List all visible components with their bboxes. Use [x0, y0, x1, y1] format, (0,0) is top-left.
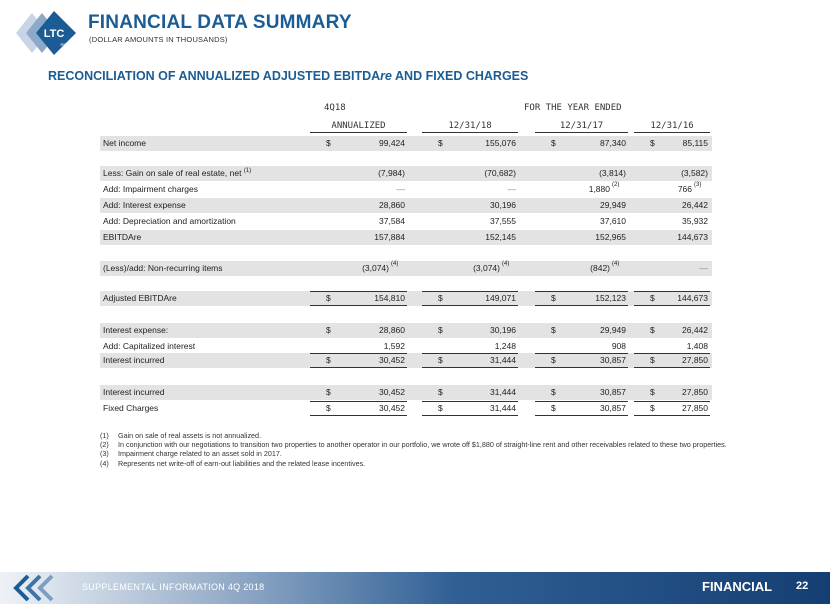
- footnote: [100, 431, 740, 440]
- dollar-sign: $: [326, 138, 331, 148]
- dollar-sign: $: [326, 293, 331, 303]
- dollar-sign: $: [551, 403, 556, 413]
- row-label: Add: Impairment charges: [103, 184, 198, 194]
- svg-text:LTC: LTC: [43, 28, 65, 40]
- page-subtitle: (DOLLAR AMOUNTS IN THOUSANDS): [89, 35, 228, 44]
- row-label: Interest expense:: [103, 325, 169, 335]
- cell-value: 30,452: [379, 355, 405, 365]
- row-label: Add: Depreciation and amortization: [103, 216, 236, 226]
- table-row: [100, 339, 712, 354]
- dollar-sign: $: [650, 403, 655, 413]
- dollar-sign: $: [650, 355, 655, 365]
- cell-value: (842): [590, 263, 610, 273]
- row-label: Fixed Charges: [103, 403, 159, 413]
- table-row: [100, 214, 712, 229]
- cell-value: 766: [677, 184, 692, 194]
- cell-value: (3,074): [473, 263, 500, 273]
- table-row: [100, 291, 712, 306]
- cell-value: 26,442: [682, 200, 708, 210]
- footnote: [100, 449, 740, 458]
- cell-value: 152,965: [595, 232, 626, 242]
- table-row: [100, 401, 712, 416]
- cell-value: 27,850: [682, 387, 708, 397]
- cell-value: 152,145: [485, 232, 516, 242]
- footnote-ref: (1): [243, 168, 252, 174]
- cell-value: 87,340: [600, 138, 626, 148]
- column-header: 12/31/16: [634, 118, 710, 133]
- column-header: 12/31/17: [535, 118, 628, 133]
- cell-value: 27,850: [682, 355, 708, 365]
- cell-value: 30,857: [600, 355, 626, 365]
- dollar-sign: $: [438, 403, 443, 413]
- cell-value: (70,682): [484, 168, 516, 178]
- footnote-number: (4): [100, 458, 109, 468]
- table-row: [100, 230, 712, 245]
- footnote: [100, 459, 740, 468]
- cell-value: 99,424: [379, 138, 405, 148]
- footnote-text: Gain on sale of real assets is not annualized.: [118, 431, 262, 440]
- cell-value: 1,248: [494, 341, 516, 351]
- cell-value: 1,408: [686, 341, 708, 351]
- cell-value: —: [699, 263, 708, 273]
- dollar-sign: $: [438, 138, 443, 148]
- cell-value: 31,444: [490, 387, 516, 397]
- footnote-text: Impairment charge related to an asset sold in 2017.: [118, 449, 282, 459]
- footer-section: FINANCIAL: [702, 579, 773, 594]
- row-label: EBITDAre: [103, 232, 142, 242]
- ltc-logo: [10, 8, 84, 58]
- footnote-number: (1): [100, 431, 109, 440]
- cell-value: (7,984): [378, 168, 405, 178]
- page-number: 22: [796, 580, 809, 592]
- footnotes: [100, 431, 740, 468]
- cell-value: 157,884: [374, 232, 405, 242]
- footnote-ref: (3): [694, 182, 702, 188]
- footnote-number: (2): [100, 440, 109, 450]
- cell-value: 144,673: [677, 293, 708, 303]
- cell-value: 26,442: [682, 325, 708, 335]
- dollar-sign: $: [650, 325, 655, 335]
- dollar-sign: $: [551, 138, 556, 148]
- row-label: Interest incurred: [103, 355, 165, 365]
- cell-value: 37,584: [379, 216, 405, 226]
- cell-value: 30,452: [379, 387, 405, 397]
- cell-value: 155,076: [485, 138, 516, 148]
- column-header: ANNUALIZED: [310, 118, 407, 133]
- dollar-sign: $: [551, 293, 556, 303]
- cell-value: 29,949: [600, 325, 626, 335]
- cell-value: 29,949: [600, 200, 626, 210]
- cell-value: 35,932: [682, 216, 708, 226]
- cell-value: 30,196: [490, 325, 516, 335]
- cell-value: 30,857: [600, 387, 626, 397]
- dollar-sign: $: [650, 138, 655, 148]
- header-year-ended: FOR THE YEAR ENDED: [524, 103, 622, 113]
- cell-value: 1,592: [383, 341, 405, 351]
- footer-label: SUPPLEMENTAL INFORMATION 4Q 2018: [82, 582, 265, 592]
- cell-value: 30,857: [600, 403, 626, 413]
- table-row: [100, 385, 712, 400]
- table-row: [100, 182, 712, 197]
- dollar-sign: $: [551, 355, 556, 365]
- cell-value: 144,673: [677, 232, 708, 242]
- cell-value: (3,582): [681, 168, 708, 178]
- cell-value: 30,196: [490, 200, 516, 210]
- row-label: Add: Interest expense: [103, 200, 186, 210]
- table-row: [100, 261, 712, 276]
- row-label: Less: Gain on sale of real estate, net $^{(1)}$: [103, 168, 252, 178]
- dollar-sign: $: [438, 325, 443, 335]
- cell-value: 1,880: [588, 184, 610, 194]
- section-title: RECONCILIATION OF ANNUALIZED ADJUSTED EBITDAre AND FIXED CHARGES: [48, 69, 529, 83]
- cell-value: 154,810: [374, 293, 405, 303]
- footnote: [100, 440, 740, 449]
- cell-value: 27,850: [682, 403, 708, 413]
- cell-value: 31,444: [490, 403, 516, 413]
- footnote-number: (3): [100, 449, 109, 459]
- dollar-sign: $: [438, 355, 443, 365]
- dollar-sign: $: [326, 387, 331, 397]
- cell-value: (3,074): [362, 263, 389, 273]
- svg-text:REIT: REIT: [60, 42, 70, 47]
- footnote-text: Represents net write-off of earn-out liabilities and the related lease incentives.: [118, 458, 366, 468]
- table-row: [100, 323, 712, 338]
- footnote-ref: (4): [612, 261, 620, 267]
- cell-value: —: [396, 184, 405, 194]
- dollar-sign: $: [438, 387, 443, 397]
- cell-value: 152,123: [595, 293, 626, 303]
- row-label: Add: Capitalized interest: [103, 341, 196, 351]
- dollar-sign: $: [326, 325, 331, 335]
- cell-value: 37,610: [600, 216, 626, 226]
- table-row: [100, 198, 712, 213]
- row-label: Adjusted EBITDAre: [103, 293, 177, 303]
- dollar-sign: $: [438, 293, 443, 303]
- row-label: (Less)/add: Non-recurring items: [103, 263, 223, 273]
- row-label: Interest incurred: [103, 387, 165, 397]
- table-row: [100, 166, 712, 181]
- chevron-decoration-icon: [6, 574, 76, 602]
- page-title: FINANCIAL DATA SUMMARY: [88, 12, 352, 33]
- dollar-sign: $: [326, 355, 331, 365]
- header-quarter: 4Q18: [324, 103, 346, 113]
- cell-value: (3,814): [599, 168, 626, 178]
- dollar-sign: $: [326, 403, 331, 413]
- cell-value: 31,444: [490, 355, 516, 365]
- dollar-sign: $: [650, 293, 655, 303]
- cell-value: —: [507, 184, 516, 194]
- cell-value: 908: [611, 341, 626, 351]
- cell-value: 37,555: [490, 216, 516, 226]
- footer-bar: [0, 572, 830, 604]
- dollar-sign: $: [551, 325, 556, 335]
- footnote-ref: (4): [502, 261, 510, 267]
- dollar-sign: $: [551, 387, 556, 397]
- cell-value: 28,860: [379, 200, 405, 210]
- column-header: 12/31/18: [422, 118, 518, 133]
- footnote-ref: (2): [612, 182, 620, 188]
- cell-value: 85,115: [682, 138, 708, 148]
- table-row: [100, 353, 712, 368]
- cell-value: 149,071: [485, 293, 516, 303]
- cell-value: 28,860: [379, 325, 405, 335]
- table-row: [100, 136, 712, 151]
- cell-value: 30,452: [379, 403, 405, 413]
- footnote-ref: (4): [391, 261, 399, 267]
- row-label: Net income: [103, 138, 146, 148]
- dollar-sign: $: [650, 387, 655, 397]
- footnote-text: In conjunction with our negotiations to transition two properties to another operator in our portfolio, we wrote off $1,880 of straight-line rent and other receivables related to these two properties.: [118, 440, 727, 450]
